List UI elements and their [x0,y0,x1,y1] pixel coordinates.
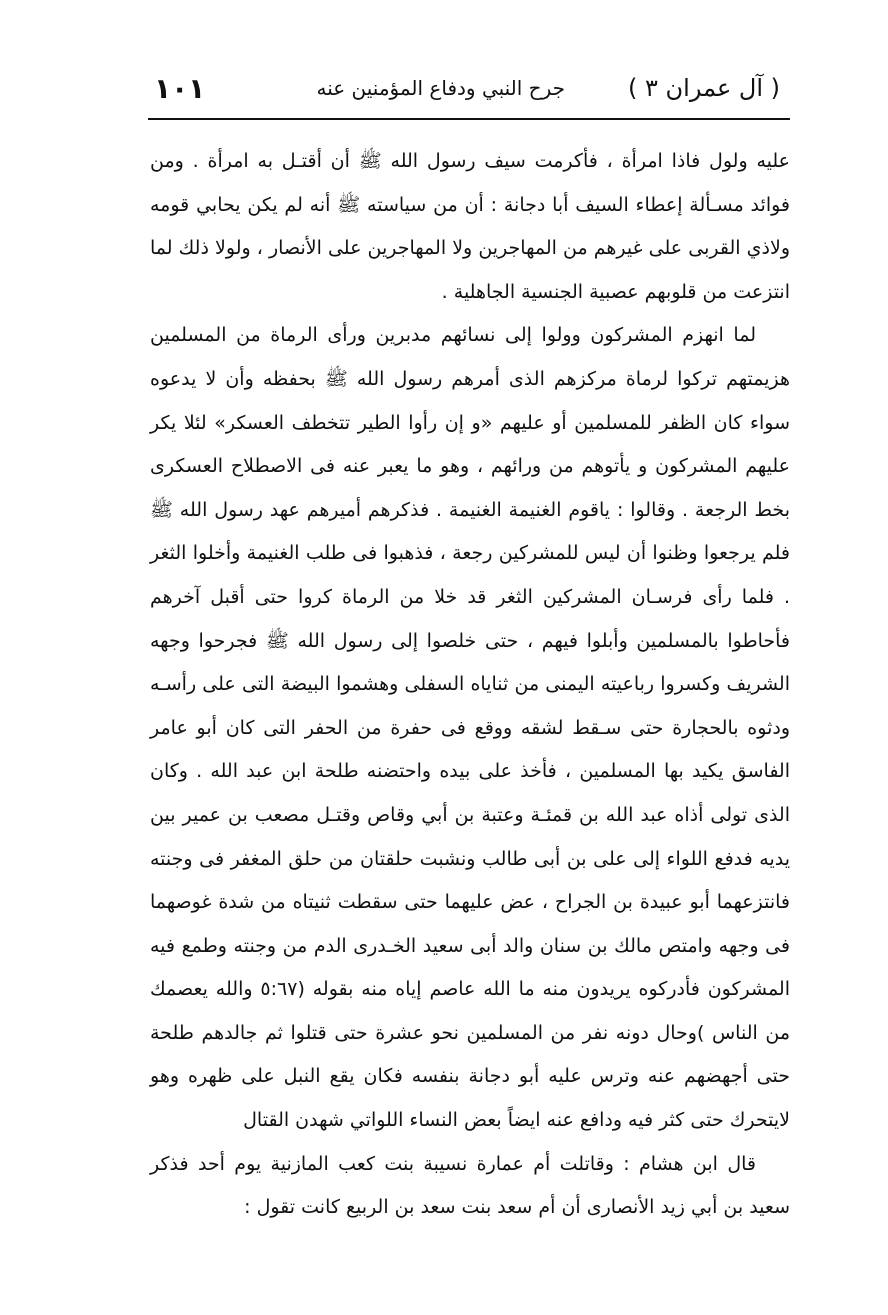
page-header [148,70,790,120]
page-number: ١٠١ [154,72,206,105]
running-title: جرح النبي ودفاع المؤمنين عنه [316,76,565,100]
body-text [150,140,790,1230]
surah-reference: ( آل عمران ٣ ) [628,74,780,102]
header-divider [148,118,790,120]
paragraph-3: قال ابن هشام : وقاتلت أم عمارة نسيبة بنت كعب المازنية يوم أحد فذكر سعيد بن أبي زيد الأنصارى أن أم سعد بنت سعد بن الربيع كانت تقول : [150,1152,790,1219]
paragraph-1: عليه ولول فاذا امرأة ، فأكرمت سيف رسول الله ﷺ أن أقتـل به امرأة . ومن فوائد مسـألة إعطاء السيف أبا دجانة : أن من سياسته ﷺ أنه لم يكن يحابي قومه ولاذي القربى على غيرهم من المهاجرين ولا المهاجرين على الأنصار ، ولولا ذلك لما انتزعت من قلوبهم عصبية الجنسية الجاهلية . [150,150,790,303]
paragraph-2: لما انهزم المشركون وولوا إلى نسائهم مدبرين ورأى الرماة من المسلمين هزيمتهم تركوا لرماة مركزهم الذى أمرهم رسول الله ﷺ بحفظه وأن لا يدعوه سواء كان الظفر للمسلمين أو عليهم «و إن رأوا الطير تتخطف العسكر» لئلا يكر عليهم المشركون و يأتوهم من ورائهم ، وهو ما يعبر عنه فى الاصطلاح العسكرى بخط الرجعة . وقالوا : ياقوم الغنيمة الغنيمة . فذكرهم أميرهم عهد رسول الله ﷺ فلم يرجعوا وظنوا أن ليس للمشركين رجعة ، فذهبوا فى طلب الغنيمة وأخلوا الثغر . فلما رأى فرسـان المشركين الثغر قد خلا من الرماة كروا حتى أقبل آخرهم فأحاطوا بالمسلمين وأبلوا فيهم ، حتى خلصوا إلى رسول الله ﷺ فجرحوا وجهه الشريف وكسروا رباعيته اليمنى من ثناياه السفلى وهشموا البيضة التى على رأسـه ودثوه بالحجارة حتى سـقط لشقه ووقع فى حفرة من الحفر التى كان أبو عامر الفاسق يكيد بها المسلمين ، فأخذ على بيده واحتضنه طلحة ابن عبد الله . وكان الذى تولى أذاه عبد الله بن قمئـة وعتبة بن أبي وقاص وقتـل مصعب بن عمير بين يديه فدفع اللواء إلى على بن أبى طالب ونشبت حلقتان من حلق المغفر فى وجنته فانتزعهما أبو عبيدة بن الجراح ، عض عليهما حتى سقطت ثنيتاه من شدة غوصهما فى وجهه وامتص مالك بن سنان والد أبى سعيد الخـدرى الدم من وجنته وطمع فيه المشركون فأدركوه يريدون منه ما الله عاصم إياه منه بقوله (٥:٦٧ والله يعصمك من الناس )وحال دونه نفر من المسلمين نحو عشرة حتى قتلوا ثم جالدهم طلحة حتى أجهضهم عنه وترس عليه أبو دجانة بنفسه فكان يقع النبل على ظهره وهو لايتحرك حتى كثر فيه ودافع عنه ايضاً بعض النساء اللواتي شهدن القتال [150,324,790,1132]
